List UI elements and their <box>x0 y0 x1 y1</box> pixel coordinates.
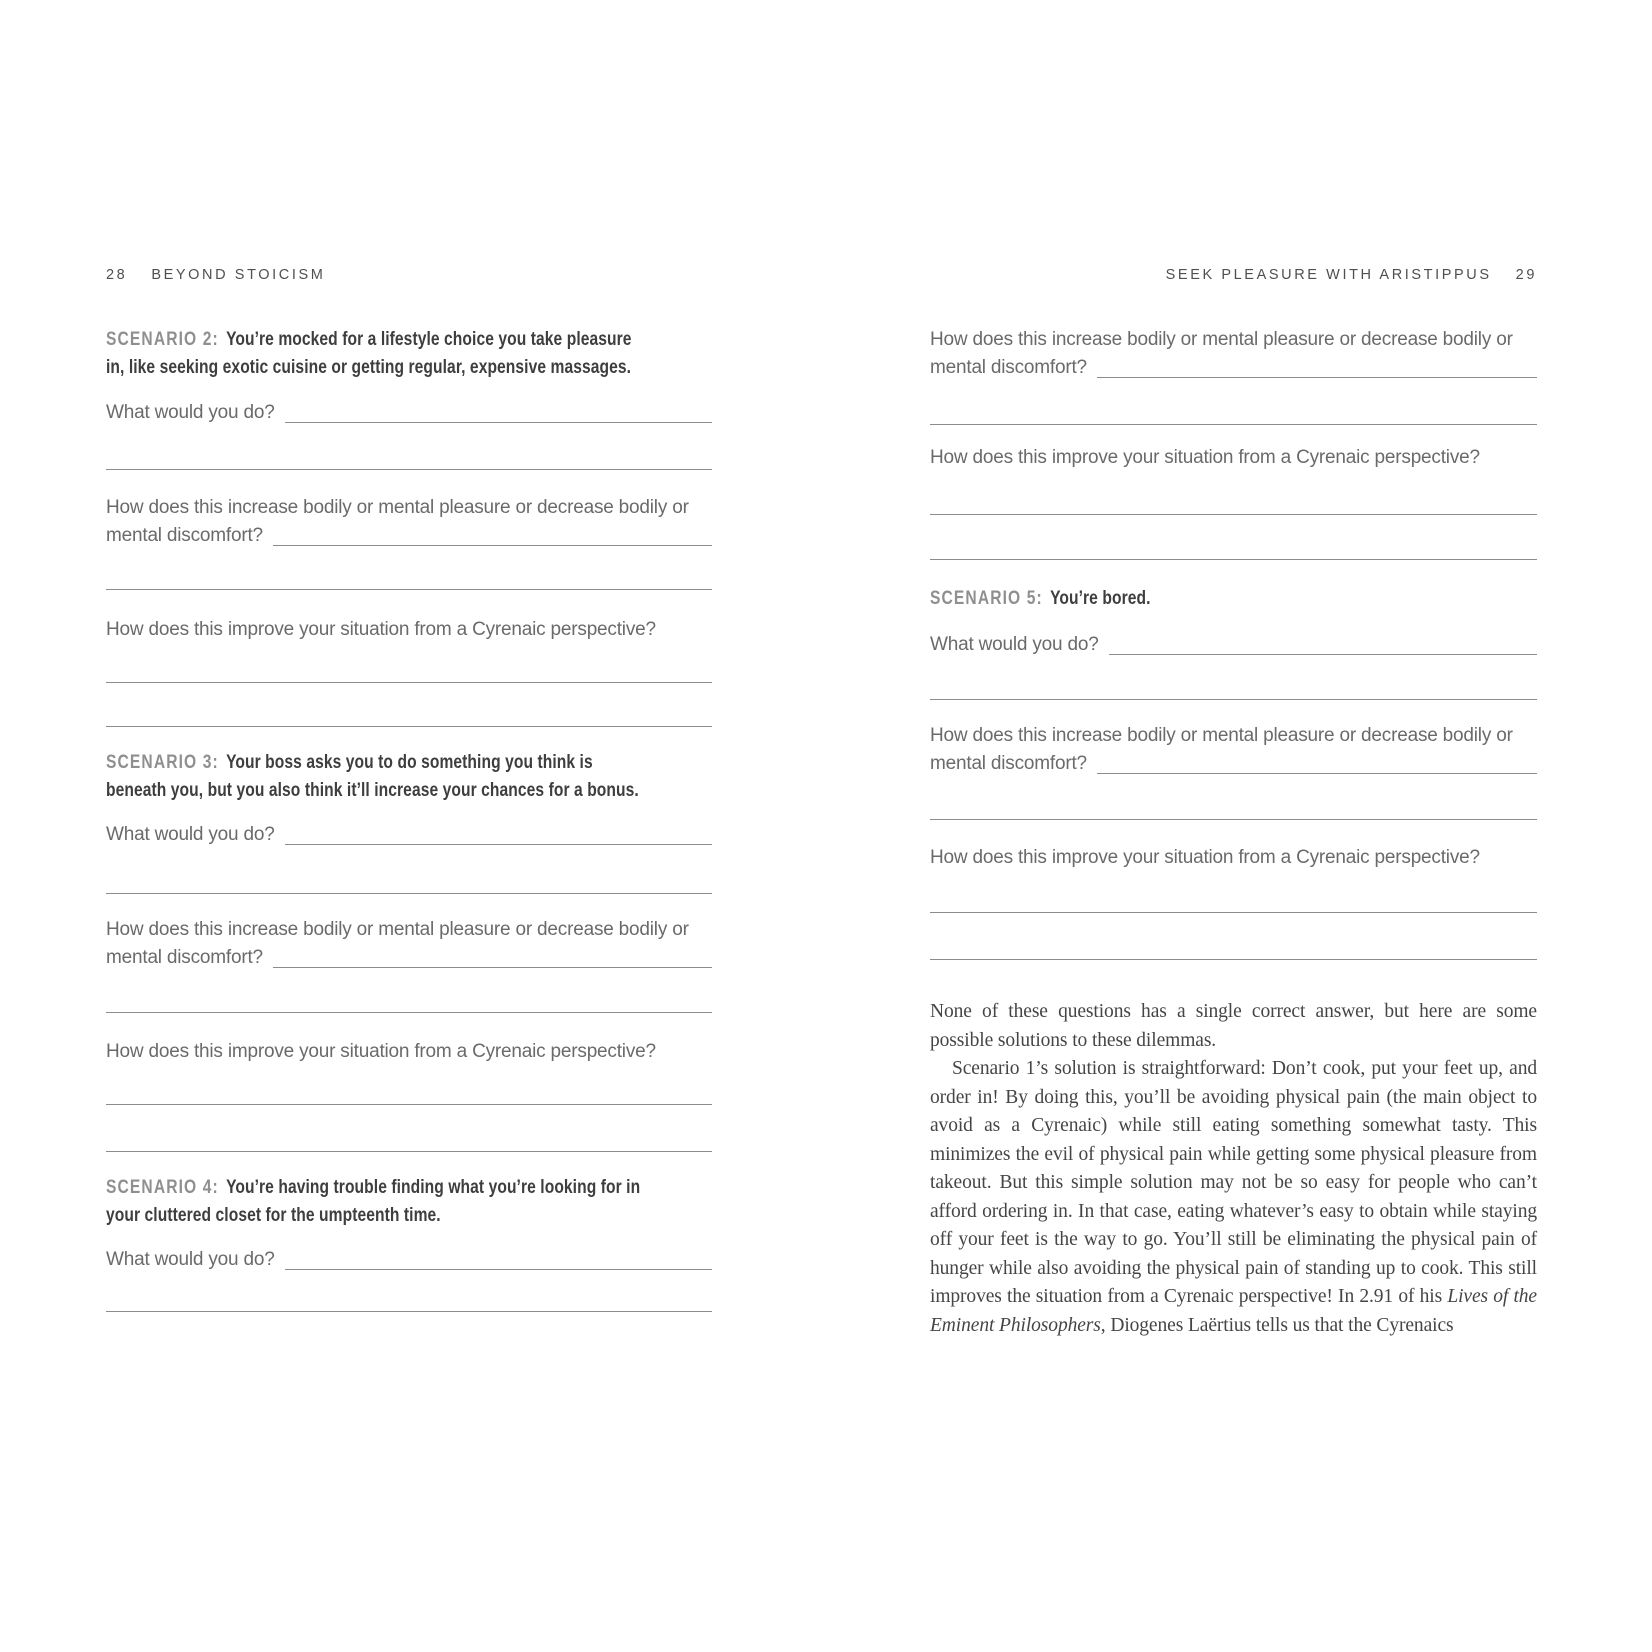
answer-line <box>930 699 1537 700</box>
answer-line <box>930 819 1537 820</box>
scenario-3-text-line1: Your boss asks you to do something you think is <box>226 751 593 773</box>
running-head: SEEK PLEASURE WITH ARISTIPPUS <box>1165 267 1492 283</box>
scenario-2-text-line1: You’re mocked for a lifestyle choice you take pleasure <box>226 328 632 350</box>
answer-line <box>1109 654 1537 655</box>
solutions-paragraph-2-text: Scenario 1’s solution is straightforward: Don’t cook, put your feet up, and order in! By doing this, you’ll be avoiding physical pain (the main object to avoid as a Cyrenaic) while still eating something somewhat tasty. This minimizes the evil of physical pain while getting some physical pleasure from takeout. But this simple solution may not be so easy for people who can’t afford ordering in. In that case, eating whatever’s easy to obtain while staying off your feet is the way to go. You’ll still be eliminating the physical pain of hunger while also avoiding the physical pain of standing up to cook. This still improves the situation from a Cyrenaic perspective! In 2.91 of his <box>930 1058 1537 1307</box>
answer-line <box>106 1012 712 1013</box>
answer-line <box>930 912 1537 913</box>
scenario-2 <box>106 325 712 381</box>
scenario-5-label: SCENARIO 5: <box>930 587 1043 609</box>
scenario-5-text-line1: You’re bored. <box>1050 587 1151 609</box>
answer-line <box>106 1311 712 1312</box>
scenario-3-text-line2: beneath you, but you also think it’ll increase your chances for a bonus. <box>106 779 639 801</box>
question-increase-line1: How does this increase bodily or mental pleasure or decrease bodily or <box>106 919 689 940</box>
question-what <box>106 399 712 427</box>
answer-line <box>106 726 712 727</box>
question-increase-line2: mental discomfort? <box>106 525 263 546</box>
question-what-label: What would you do? <box>106 1249 275 1270</box>
left-page <box>106 0 712 1652</box>
question-what <box>106 821 712 849</box>
answer-line <box>1097 773 1537 774</box>
scenario-5 <box>930 584 1537 612</box>
right-page-header <box>930 267 1537 283</box>
question-increase <box>930 722 1537 778</box>
answer-line <box>930 559 1537 560</box>
question-increase-line2: mental discomfort? <box>930 357 1087 378</box>
question-increase-line1: How does this increase bodily or mental pleasure or decrease bodily or <box>930 329 1513 350</box>
question-increase-line2: mental discomfort? <box>930 753 1087 774</box>
answer-line <box>106 682 712 683</box>
answer-line <box>930 959 1537 960</box>
question-what <box>930 631 1537 659</box>
page-number: 29 <box>1515 267 1537 283</box>
answer-line <box>285 844 712 845</box>
answer-line <box>285 1269 712 1270</box>
page-number: 28 <box>106 267 128 283</box>
question-increase <box>930 326 1537 382</box>
scenario-4-text-line2: your cluttered closet for the umpteenth time. <box>106 1204 441 1226</box>
question-increase <box>106 916 712 972</box>
answer-line <box>930 424 1537 425</box>
running-head: BEYOND STOICISM <box>151 267 326 283</box>
answer-line <box>273 545 712 546</box>
answer-line <box>285 422 712 423</box>
question-increase <box>106 494 712 550</box>
question-what <box>106 1246 712 1274</box>
scenario-4-label: SCENARIO 4: <box>106 1176 219 1198</box>
question-improve: How does this improve your situation from a Cyrenaic perspective? <box>106 1041 656 1062</box>
question-improve: How does this improve your situation from a Cyrenaic perspective? <box>106 619 656 640</box>
question-improve: How does this improve your situation from a Cyrenaic perspective? <box>930 847 1480 868</box>
answer-line <box>1097 377 1537 378</box>
solutions-text <box>930 998 1537 1340</box>
question-increase-line1: How does this increase bodily or mental pleasure or decrease bodily or <box>106 497 689 518</box>
right-page <box>930 0 1537 1652</box>
answer-line <box>106 1104 712 1105</box>
answer-line <box>106 1151 712 1152</box>
question-improve: How does this improve your situation from a Cyrenaic perspective? <box>930 447 1480 468</box>
question-increase-line2: mental discomfort? <box>106 947 263 968</box>
scenario-3 <box>106 748 712 804</box>
scenario-4 <box>106 1173 712 1229</box>
answer-line <box>930 514 1537 515</box>
question-what-label: What would you do? <box>106 402 275 423</box>
answer-line <box>106 893 712 894</box>
answer-line <box>106 589 712 590</box>
scenario-3-label: SCENARIO 3: <box>106 751 219 773</box>
answer-line <box>106 469 712 470</box>
question-increase-line1: How does this increase bodily or mental pleasure or decrease bodily or <box>930 725 1513 746</box>
question-what-label: What would you do? <box>106 824 275 845</box>
solutions-paragraph-2 <box>930 1055 1537 1340</box>
answer-line <box>273 967 712 968</box>
solutions-paragraph-1: None of these questions has a single correct answer, but here are some possible solutions to these dilemmas. <box>930 1001 1537 1051</box>
scenario-4-text-line1: You’re having trouble finding what you’re looking for in <box>226 1176 641 1198</box>
question-what-label: What would you do? <box>930 634 1099 655</box>
left-page-header <box>106 267 712 283</box>
solutions-paragraph-2-continued: , Diogenes Laërtius tells us that the Cyrenaics <box>1100 1314 1454 1336</box>
scenario-2-label: SCENARIO 2: <box>106 328 219 350</box>
book-title-italic: Lives of the Eminent Philosophers <box>930 1286 1537 1336</box>
scenario-2-text-line2: in, like seeking exotic cuisine or getting regular, expensive massages. <box>106 356 632 378</box>
